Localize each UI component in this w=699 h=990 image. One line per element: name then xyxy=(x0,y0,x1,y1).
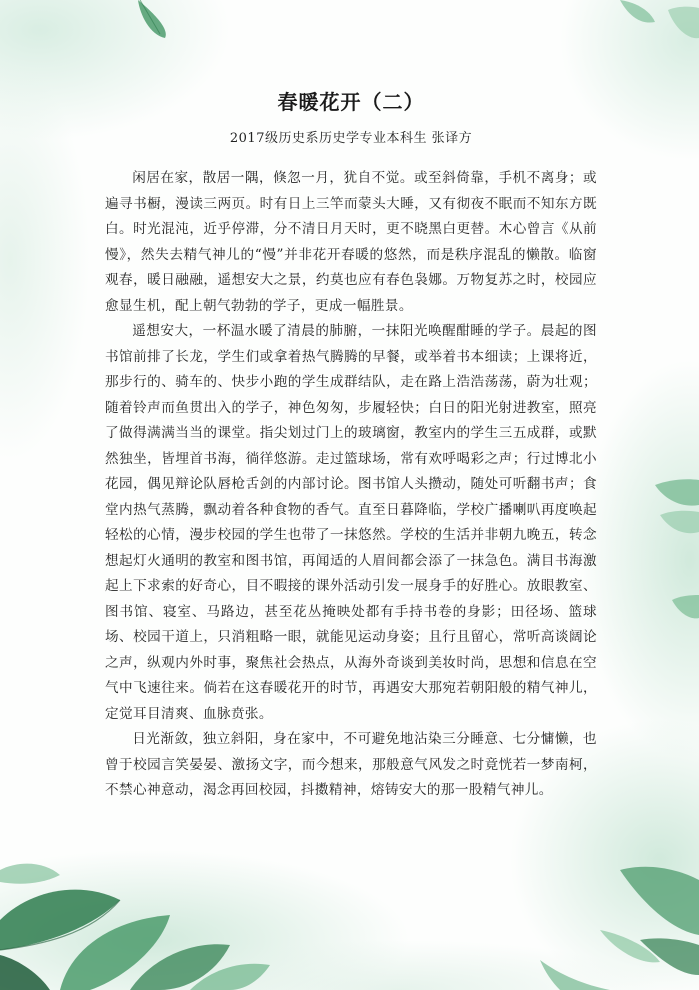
page-title: 春暖花开（二） xyxy=(277,90,425,114)
paragraph: 日光渐敛，独立斜阳，身在家中，不可避免地沾染三分睡意、七分慵懒，也曾于校园言笑晏晏、激扬文字，而今想来，那般意气风发之时竟恍若一梦南柯，不禁心神意动，渴念再回校园，抖擞精神，熔铸安大的那一股精气神儿。 xyxy=(105,731,597,798)
author-byline: 2017级历史系历史学专业本科生 张译方 xyxy=(229,131,473,146)
paragraph: 闲居在家，散居一隅，倏忽一月，犹自不觉。或至斜倚靠，手机不离身；或遍寻书橱，漫读三两页。时有日上三竿而蒙头大睡，又有彻夜不眠而不知东方既白。时光混沌，近乎停滞，分不清日月天时，更不晓黑白更替。木心曾言《从前慢》，然失去精气神儿的“慢”并非花开春暖的悠然，而是秩序混乱的懒散。临窗观春，暖日融融，遥想安大之景，约莫也应有春色袅娜。万物复苏之时，校园应愈显生机，配上朝气勃勃的学子，更成一幅胜景。 xyxy=(105,170,597,314)
paragraph: 遥想安大，一杯温水暖了清晨的肺腑，一抹阳光唤醒酣睡的学子。晨起的图书馆前排了长龙，学生们或拿着热气腾腾的早餐，或举着书本细读；上课将近，那步行的、骑车的、快步小跑的学生成群结队，走在路上浩浩荡荡，蔚为壮观；随着铃声而鱼贯出入的学子，神色匆匆，步履轻快；白日的阳光射进教室，照亮了做得满满当当的课堂。指尖划过门上的玻璃窗，教室内的学生三五成群，或默然独坐，皆埋首书海，徜徉悠游。走过篮球场，常有欢呼喝彩之声；行过博北小花园，偶见辩论队唇枪舌剑的内部讨论。图书馆人头攒动，随处可听翻书声；食堂内热气蒸腾，飘动着各种食物的香气。直至日暮降临，学校广播喇叭再度唤起轻松的心情，漫步校园的学生也带了一抹悠然。学校的生活并非朝九晚五，转念想起灯火通明的教室和图书馆，再闻适的人眉间都会添了一抹急色。满目书海激起上下求索的好奇心，目不暇接的课外活动引发一展身手的好胜心。放眼教室、图书馆、寝室、马路边，甚至花丛掩映处都有手持书卷的身影；田径场、篮球场、校园干道上，只消粗略一眼，就能见运动身姿；且行且留心，常听高谈阔论之声，纵观内外时事，聚焦社会热点，从海外奇谈到美妆时尚，思想和信息在空气中飞速往来。倘若在这春暖花开的时节，再遇安大那宛若朝阳般的精气神儿，定觉耳目清爽、血脉贲张。 xyxy=(105,323,597,722)
article-body xyxy=(105,166,597,804)
